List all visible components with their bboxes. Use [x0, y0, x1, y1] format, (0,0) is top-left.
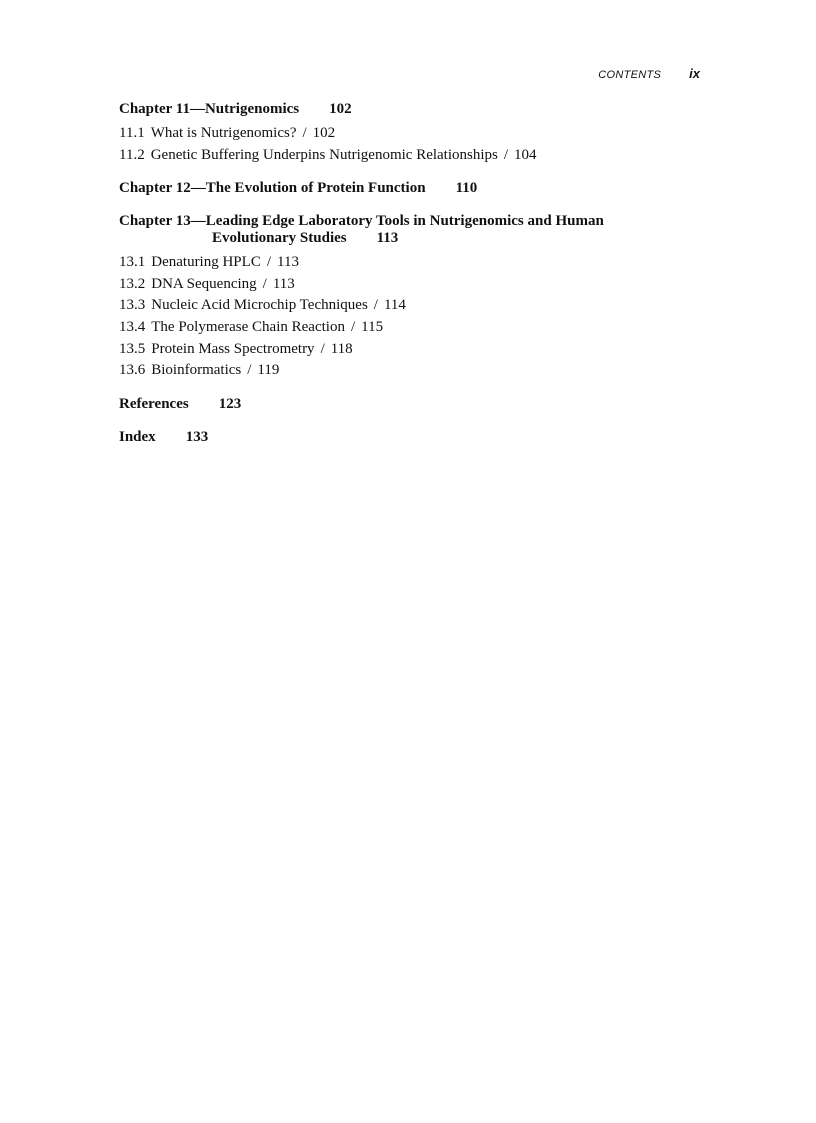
entry-page: 102 [312, 125, 336, 141]
entry-title: The Polymerase Chain Reaction [151, 318, 345, 335]
entry-page: 113 [277, 254, 299, 271]
chapter-title: Chapter 12—The Evolution of Protein Function [119, 180, 426, 197]
entry-page: 113 [272, 275, 295, 292]
entry-number: 11.2 [119, 146, 145, 163]
table-of-contents [119, 101, 699, 446]
index-heading [119, 429, 699, 446]
chapter-page: 110 [455, 180, 478, 197]
entry-number: 13.3 [119, 297, 146, 314]
toc-entry [119, 339, 699, 361]
toc-entry [119, 274, 699, 296]
entry-number: 11.1 [119, 125, 145, 141]
entry-title: DNA Sequencing [151, 275, 257, 292]
entry-page: 114 [383, 297, 406, 314]
chapter-title-line-1: Chapter 13—Leading Edge Laboratory Tools in Nutrigenomics and Human [119, 213, 604, 230]
chapter-title-continuation: Evolutionary Studies [212, 230, 347, 247]
running-head [598, 66, 700, 81]
entry-page: 115 [361, 318, 384, 335]
index-page: 133 [185, 428, 209, 445]
entry-number: 13.1 [119, 254, 146, 271]
chapter-13-heading [119, 213, 699, 247]
entry-title: Protein Mass Spectrometry [151, 340, 315, 357]
toc-entry [119, 145, 699, 167]
toc-entry [119, 317, 699, 339]
entry-separator: / [302, 125, 307, 141]
chapter-12-heading [119, 180, 699, 197]
chapter-title-line-2 [119, 230, 699, 247]
references-heading [119, 396, 699, 413]
entry-separator: / [503, 146, 509, 163]
entry-separator: / [266, 254, 271, 271]
entry-page: 119 [257, 362, 280, 379]
entry-separator: / [350, 318, 356, 335]
entry-number: 13.6 [119, 362, 146, 379]
index-title: Index [119, 428, 156, 445]
entry-number: 13.5 [119, 340, 146, 357]
entry-number: 13.2 [119, 275, 146, 292]
references-title: References [119, 395, 189, 412]
toc-entry [119, 360, 699, 382]
toc-entry [119, 123, 699, 145]
entry-title: Bioinformatics [151, 362, 242, 379]
entry-page: 118 [330, 340, 353, 357]
references-page: 123 [218, 395, 242, 412]
entry-separator: / [373, 297, 378, 314]
chapter-title: Chapter 11—Nutrigenomics [119, 101, 300, 117]
entry-title: Nucleic Acid Microchip Techniques [151, 297, 368, 314]
chapter-11-heading [119, 101, 699, 118]
entry-title: What is Nutrigenomics? [150, 125, 297, 141]
running-head-page-number: ix [689, 66, 700, 81]
entry-separator: / [320, 340, 325, 357]
chapter-page: 113 [376, 230, 399, 247]
entry-title: Genetic Buffering Underpins Nutrigenomic Relationships [150, 146, 498, 163]
toc-entry [119, 295, 699, 317]
toc-entry [119, 252, 699, 274]
entry-separator: / [262, 275, 267, 292]
running-head-title: CONTENTS [598, 69, 662, 81]
entry-title: Denaturing HPLC [151, 254, 261, 271]
chapter-page: 102 [329, 101, 352, 117]
entry-page: 104 [514, 146, 537, 163]
entry-number: 13.4 [119, 318, 146, 335]
entry-separator: / [247, 362, 252, 379]
